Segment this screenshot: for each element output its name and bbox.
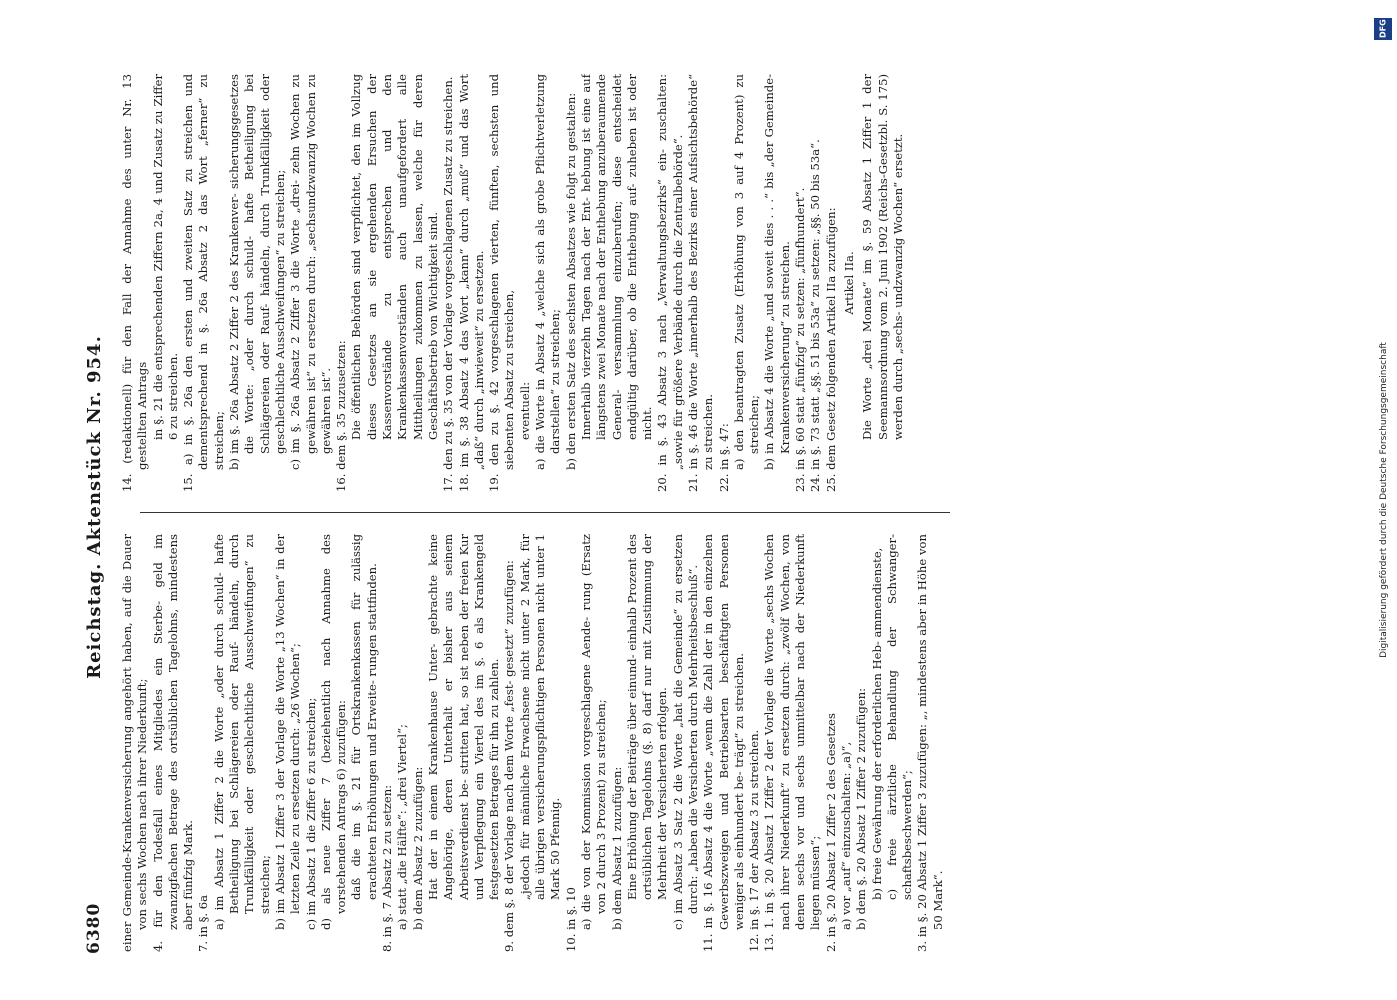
paragraph: daß die im §. 21 für Ortskrankenkassen für zulässig erachteten Erhöhungen und Erweite- rungen stattfinden.: [349, 534, 379, 900]
paragraph: 2. in §. 20 Absatz 1 Ziffer 2 des Gesetzes: [823, 713, 838, 952]
left-column: [120, 534, 950, 952]
paragraph: c) im Absatz 3 Satz 2 die Worte „hat die Gemeinde“ zu ersetzen durch: „haben die Versicherten durch Mehrheitsbeschluß“.: [670, 534, 700, 930]
paragraph: 8. in §. 7 Absatz 2 zu setzen:: [380, 784, 395, 952]
paragraph: 11. in §. 16 Absatz 4 die Worte „wenn die Zahl der in den einzelnen Gewerbszweigen und Betriebsarten beschäftigten Personen weniger als einhundert be- trägt“ zu streichen.: [701, 534, 746, 952]
paragraph: b) freie Gewährung der erforderlichen Heb- ammendienste,: [869, 547, 884, 900]
paragraph: b) dem Absatz 2 zuzufügen:: [410, 766, 425, 930]
paragraph: eventuell:: [517, 381, 532, 440]
paragraph: b) dem §. 20 Absatz 1 Ziffer 2 zuzufügen:: [854, 687, 869, 930]
page-header: [80, 52, 120, 962]
paragraph: 24. in §. 73 statt „§§. 51 bis 53a“ zu setzen: „§§. 50 bis 53a“.: [808, 139, 823, 492]
paragraph: 22. in §. 47:: [716, 423, 731, 492]
paragraph: 19. den zu §. 42 vorgeschlagenen vierten, fünften, sechsten und siebenten Absatz zu streichen,: [487, 74, 517, 492]
page-number: 6380: [84, 902, 104, 954]
paragraph: in §. 21 die entsprechenden Ziffern 2a, 4 und Zusatz zu Ziffer 6 zu streichen.: [150, 74, 180, 440]
paragraph: 14. (redaktionell) für den Fall der Annahme des unter Nr. 13 gestellten Antrags: [120, 74, 150, 492]
paragraph: a) statt „die Hälfte“: „drei Viertel“;: [395, 724, 410, 930]
paragraph: Hat der in einem Krankenhause Unter- gebrachte keine Angehörige, deren Unterhalt er bisher aus seinem Arbeitsverdienst be- stritten hat, so ist neben der freien Kur und Verpflegung ein Viertel des im §. 6 als Krankengeld festgesetzten Betrages für ihn zu zahlen.: [425, 534, 502, 900]
paragraph: a) die von der Kommission vorgeschlagene Aende- rung (Ersatz von 2 durch 3 Prozent) zu streichen;: [578, 534, 609, 930]
paragraph: Die öffentlichen Behörden sind verpflichtet, den im Vollzug dieses Gesetzes an sie ergehenden Ersuchen der Kassenvorstände zu entsprechen und den Krankenkassenvorständen auch unaufgefordert alle Mittheilungen zukommen zu lassen, welche für deren Geschäftsbetrieb von Wichtigkeit sind.: [349, 74, 440, 440]
paragraph: c) im Absatz 1 die Ziffer 6 zu streichen;: [303, 697, 318, 930]
rotated-page-content: [80, 52, 960, 962]
paragraph: 13. 1. in §. 20 Absatz 1 Ziffer 2 der Vorlage die Worte „sechs Wochen nach ihrer Niederkunft“ zu ersetzen durch: „zwölf Wochen, von denen sechs vor und sechs unmittelbar nach der Niederkunft liegen müssen“;: [762, 534, 823, 952]
paragraph: Innerhalb vierzehn Tagen nach der Ent- hebung ist eine auf längstens zwei Monate nach der Enthebung anzuberaumende General- versammlung einzuberufen; diese entscheidet endgültig darüber, ob die Enthebung auf- zuheben ist oder nicht.: [578, 74, 655, 440]
paragraph: 7. in §. 6a: [196, 894, 211, 952]
paragraph: 25. dem Gesetz folgenden Artikel IIa zuzufügen:: [823, 207, 838, 492]
paragraph: 23. in §. 60 statt „fünfzig“ zu setzen: „fünfhundert“.: [793, 187, 808, 492]
digitization-sidebar: [1372, 10, 1396, 990]
paragraph: b) dem Absatz 1 zuzufügen:: [609, 766, 624, 930]
paragraph: 16. dem §. 35 zuzusetzen:: [334, 340, 349, 492]
page-title: Reichstag. Aktenstück Nr. 954.: [84, 335, 105, 679]
paragraph: Eine Erhöhung der Beiträge über einund- einhalb Prozent des ortsüblichen Tagelohns (§. 8) darf nur mit Zustimmung der Mehrheit der Versicherten erfolgen.: [624, 534, 670, 900]
paragraph: b) im §. 26a Absatz 2 Ziffer 2 des Krankenver- sicherungsgesetzes die Worte: „oder durch schuld- hafte Betheiligung bei Schlägereien oder Rauf- händeln, durch Trunkfälligkeit oder geschlechtliche Ausschweifungen“ zu streichen;: [227, 74, 287, 470]
paragraph: c) freie ärztliche Behandlung der Schwanger- schaftsbeschwerden“;: [884, 534, 915, 900]
paragraph: 10. in §. 10: [563, 887, 578, 952]
paragraph: b) im Absatz 1 Ziffer 3 der Vorlage die Worte „13 Wochen“ in der letzten Zeile zu ersetzen durch: „26 Wochen“;: [272, 534, 303, 930]
paragraph: 17. den zu §. 35 von der Vorlage vorgeschlagenen Zusatz zu streichen.: [441, 76, 456, 492]
paragraph: d) als neue Ziffer 7 (beziehentlich nach Annahme des vorstehenden Antrags 6) zuzufügen:: [318, 534, 349, 930]
paragraph: a) den beantragten Zusatz (Erhöhung von 3 auf 4 Prozent) zu streichen;: [731, 74, 762, 470]
paragraph: 3. in §. 20 Absatz 1 Ziffer 3 zuzufügen: „, mindestens aber in Höhe von 50 Mark“.: [915, 534, 945, 952]
paragraph: b) den ersten Satz des sechsten Absatzes wie folgt zu gestalten:: [563, 92, 578, 470]
paragraph: 12. in §. 17 der Absatz 3 zu streichen.: [747, 729, 762, 952]
paragraph: 4. für den Todesfall eines Mitgliedes ein Sterbe- geld im zwanzigfachen Betrage des ortsüblichen Tagelohns, mindestens aber fünfzig Mark.: [150, 534, 196, 952]
paragraph: einer Gemeinde-Krankenversicherung angehört haben, auf die Dauer von sechs Wochen nach ihrer Niederkunft;: [120, 534, 150, 952]
paragraph: a) im Absatz 1 Ziffer 2 die Worte „oder durch schuld- hafte Betheiligung bei Schlägereien oder Rauf- händeln, durch Trunkfälligkeit oder geschlechtliche Ausschweifungen“ zu streichen;: [211, 534, 272, 930]
paragraph: c) im §. 26a Absatz 2 Ziffer 3 die Worte „drei- zehn Wochen zu gewähren ist“ zu ersetzen durch: „sechsundzwanzig Wochen zu gewähren ist“.: [288, 74, 333, 470]
paragraph: 9. dem §. 8 der Vorlage nach dem Worte „fest- gesetzt“ zuzufügen:: [502, 560, 517, 952]
article-heading: Artikel IIa.: [841, 251, 856, 315]
paragraph: b) in Absatz 4 die Worte „und soweit dies . . .“ bis „der Gemeinde-Krankenversicherung“ zu streichen.: [762, 74, 792, 470]
paragraph: 20. in §. 43 Absatz 3 nach „Verwaltungsbezirks“ ein- zuschalten: „sowie für größere Verbände durch die Zentralbehörde“.: [655, 74, 685, 492]
paragraph: 21. in §. 46 die Worte „innerhalb des Bezirks einer Aufsichtsbehörde“ zu streichen.: [685, 74, 716, 492]
digitization-note: Digitalisierung gefördert durch die Deutsche Forschungsgemeinschaft: [1379, 342, 1389, 658]
dfg-logo: DFG: [1374, 18, 1392, 40]
paragraph: 15. a) in §. 26a den ersten und zweiten Satz zu streichen und dementsprechend in §. 26a Absatz 2 das Wort „ferner“ zu streichen;: [181, 74, 226, 492]
paragraph: Die Worte „drei Monate“ im §. 59 Absatz 1 Ziffer 1 der Seemannsordnung vom 2. Juni 1902 (Reichs-Gesetzbl. S. 175) werden durch „sechs- undzwanzig Wochen“ ersetzt.: [860, 74, 905, 440]
paragraph: „jedoch für männliche Erwachsene nicht unter 2 Mark, für alle übrigen versicherungspflichtigen Personen nicht unter 1 Mark 50 Pfennig.: [517, 534, 563, 900]
right-column: [120, 74, 950, 492]
paragraph: 18. im §. 38 Absatz 4 das Wort „kann“ durch „muß“ und das Wort „daß“ durch „inwieweit“ zu ersetzen.: [456, 74, 486, 492]
paragraph: a) die Worte in Absatz 4 „welche sich als grobe Pflichtverletzung darstellen“ zu streichen;: [533, 74, 563, 470]
paragraph: a) vor „auf“ einzuschalten: „a)“,: [838, 741, 853, 930]
column-divider: [140, 512, 950, 513]
